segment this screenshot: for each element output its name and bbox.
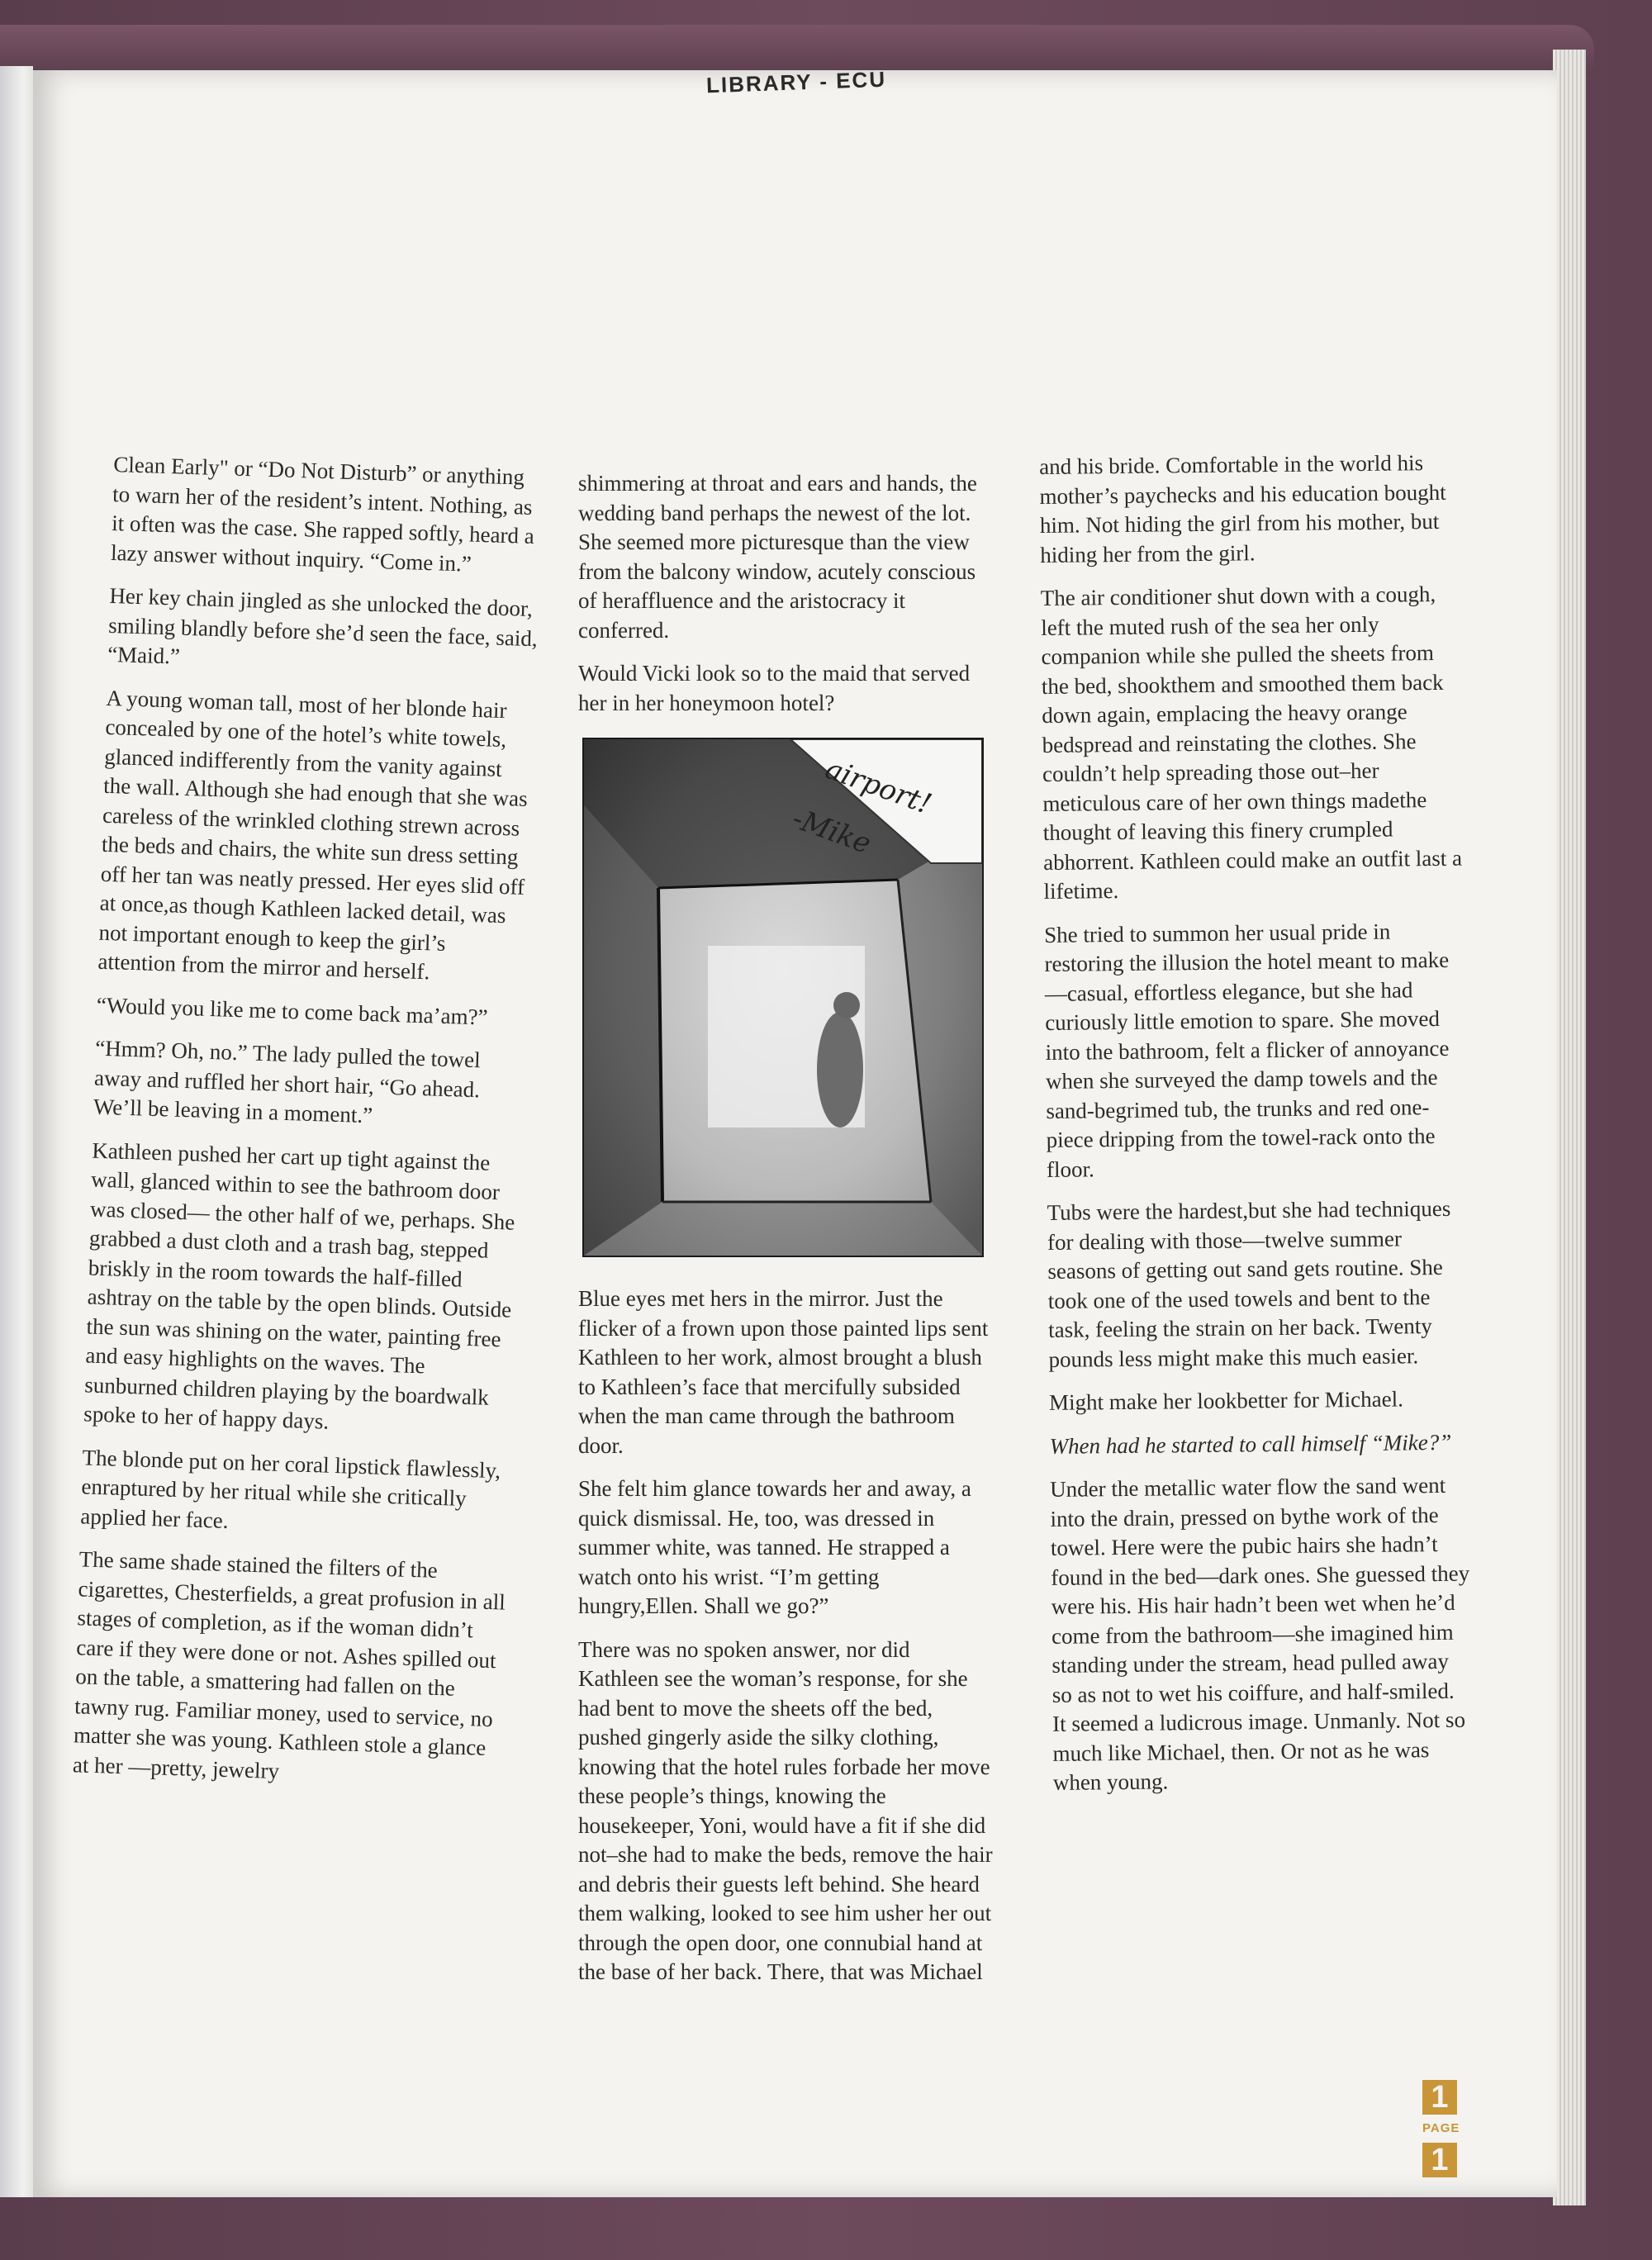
paragraph: There was no spoken answer, nor did Kathleen see the woman’s response, for she had bent to move the sheets off the bed, pushed gingerly aside the silky clothing, knowing that the hotel rules forbade her move these people’s things, knowing the housekeeper, Yoni, would have a fit if she did not–she had to make the beds, remove the hair and debris their guests left behind. She heard them walking, looked to see him usher her out through the open door, one connubial hand at the base of her back. There, that was Michael [578,1636,993,1984]
paragraph: Would Vicki look so to the maid that served her in her honeymoon hotel? [578,661,971,715]
paragraph: Might make her lookbetter for Michael. [1048,1386,1404,1415]
paragraph: Her key chain jingled as she unlocked the door, smiling blandly before she’d seen the face, said, “Maid.” [107,582,539,669]
page-number-badge [1422,2080,1460,2181]
paragraph: Blue eyes met hers in the mirror. Just the flicker of a frown upon those painted lips sent Kathleen to her work, almost brought a blush to Kathleen’s face that mercifully subsided when the man came through the bathroom door. [578,1286,989,1458]
page-label: PAGE [1422,2121,1460,2135]
page-number-bottom: 1 [1422,2143,1457,2177]
paragraph: A young woman tall, most of her blonde hair concealed by one of the hotel’s white towels, glanced indifferently from the vanity against the wall. Although she had enough that she was careless of the wrinkled clothing strewn across the beds and chairs, the white sun dress setting off her tan was neatly pressed. Her eyes slid off at once,as though Kathleen lacked detail, was not important enough to keep the girl’s attention from the mirror and herself. [97,685,529,985]
paragraph: The same shade stained the filters of the cigarettes, Chesterfields, a great profusion in all stages of completion, as if the woman didn’t care if they were done or not. Ashes spilled out on the table, a smattering had fallen on the tawny rug. Familiar money, used to service, no matter she was young. Kathleen stole a glance at her —pretty, jewelry [72,1546,506,1783]
paragraph: “Hmm? Oh, no.” The lady pulled the towel away and ruffled her short hair, “Go ahead. We’ll be leaving in a moment.” [93,1035,482,1128]
binder-spine-top [0,25,1594,74]
paragraph: The blonde put on her coral lipstick flawlessly, enraptured by her ritual while she critically applied her face. [79,1444,501,1533]
page-stack-edge [1553,50,1586,2205]
figure-silhouette [817,1012,863,1128]
paragraph: and his bride. Comfortable in the world his mother’s paychecks and his education bought him. Not hiding the girl from his mother, but hiding her from the girl. [1039,450,1446,567]
text-column-3 [1039,449,1474,1812]
text-column-2-top [578,469,995,732]
paragraph: “Would you like me to come back ma’am?” [96,992,489,1030]
illustration-photo [582,738,984,1257]
paragraph: shimmering at throat and ears and hands, the wedding band perhaps the newest of the lot. She seemed more picturesque than the view from the balcony window, acutely conscious of heraffluence and the aristocracy it conferred. [578,471,977,643]
note-text-2: -Mike [787,801,876,861]
paragraph: Tubs were the hardest,but she had techniques for dealing with those—twelve summer seasons of getting out sand gets routine. She took one of the used towels and bent to the task, feeling the strain on her back. Twenty pounds less might make this much easier. [1047,1195,1451,1372]
paragraph: Clean Early" or “Do Not Disturb” or anything to warn her of the resident’s intent. Nothing, as it often was the case. She rapped softly, heard a lazy answer without inquiry. “Come in.” [110,451,535,577]
library-stamp: LIBRARY - ECU [705,66,887,98]
left-page-edge [0,66,33,2197]
paragraph: She tried to summon her usual pride in restoring the illusion the hotel meant to make—casual, effortless elegance, but she had curiously little emotion to spare. She moved into the bathroom, felt a flicker of annoyance when she surveyed the damp towels and the sand-begrimed tub, the trunks and red one-piece dripping from the towel-rack onto the floor. [1043,919,1450,1182]
text-column-2-bottom [578,1284,995,2001]
paragraph: The air conditioner shut down with a cough, left the muted rush of the sea her only companion while she pulled the sheets from the bed, shookthem and smoothed them back down again, emplacing the heavy orange bedspread and reinstating the clothes. She couldn’t help spreading those out–her meticulous care of her own things madethe thought of leaving this finery crumpled abhorrent. Kathleen could make an outfit last a lifetime. [1040,581,1463,904]
paragraph: She felt him glance towards her and away, a quick dismissal. He, too, was dressed in summer white, was tanned. He strapped a watch onto his wrist. “I’m getting hungry,Ellen. Shall we go?” [578,1476,971,1618]
paragraph: Kathleen pushed her cart up tight against the wall, glanced within to see the bathroom door was closed— the other half of we, perhaps. She grabbed a dust cloth and a trash bag, stepped briskly in the room towards the half-filled ashtray on the table by the open blinds. Outside the sun was shining on the water, painting free and easy highlights on the waves. The sunburned children playing by the boardwalk spoke to her of happy days. [83,1137,515,1434]
text-column-1 [72,450,544,1807]
page-number-top: 1 [1422,2080,1457,2115]
italic-paragraph: When had he started to call himself “Mike?” [1049,1429,1452,1459]
hotel-corridor-sketch [584,739,982,1256]
note-text-1: airport! [820,752,936,822]
paragraph: Under the metallic water flow the sand went into the drain, pressed on bythe work of the towel. Here were the pubic hairs she hadn’t found in the bed—dark ones. She guessed they were his. His hair hadn’t been wet when he’d come from the bathroom—she imagined him standing under the stream, head pulled away so as not to wet his coiffure, and half-smiled. It seemed a ludicrous image. Unmanly. Not so much like Michael, then. Or not as he was when young. [1049,1472,1470,1795]
